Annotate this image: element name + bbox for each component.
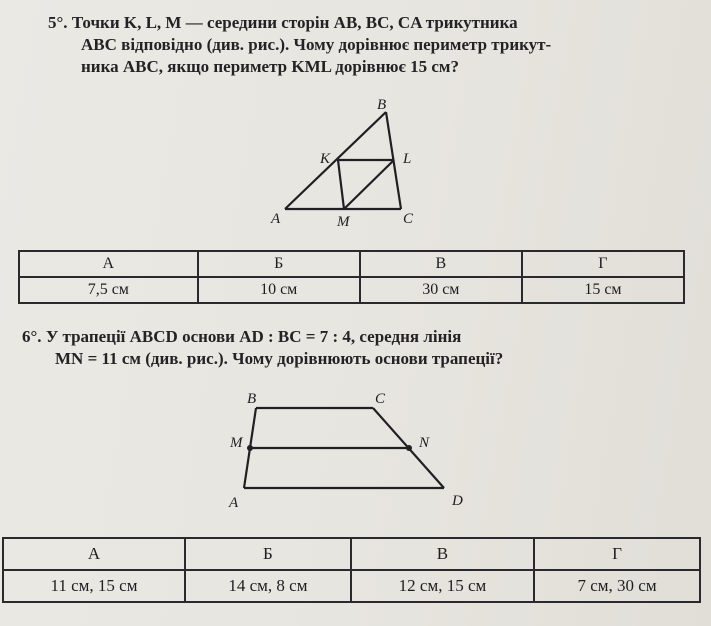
answer-g: 7 см, 30 см [534, 570, 700, 602]
problem-6-text [22, 326, 692, 370]
header-g: Г [522, 251, 684, 277]
problem-6-answer-table [2, 537, 701, 603]
label-b: B [377, 97, 387, 113]
problem-5-answer-table [18, 250, 685, 304]
label-a: A [229, 495, 239, 511]
segment-ml [344, 160, 394, 209]
problem-6-number: 6°. [22, 327, 42, 346]
answer-a: 7,5 см [19, 277, 198, 303]
problem-5-number: 5°. [48, 13, 68, 32]
answer-header-row [19, 251, 684, 277]
label-a: A [271, 211, 281, 227]
label-n: N [419, 435, 430, 451]
label-c: C [403, 211, 414, 227]
answer-v: 12 см, 15 см [351, 570, 534, 602]
header-v: В [351, 538, 534, 570]
header-v: В [360, 251, 522, 277]
header-a: А [3, 538, 185, 570]
answer-b: 10 см [198, 277, 360, 303]
header-g: Г [534, 538, 700, 570]
problem-6-line-1: У трапеції ABCD основи AD : BC = 7 : 4, середня лінія [45, 327, 462, 346]
point-n [406, 445, 412, 451]
label-k: K [320, 151, 331, 167]
problem-5-line-3: ника ABC, якщо периметр KML дорівнює 15 см? [81, 57, 459, 76]
answer-value-row [19, 277, 684, 303]
label-d: D [452, 493, 463, 509]
answer-value-row [3, 570, 700, 602]
label-c: C [375, 391, 386, 407]
label-b: B [247, 391, 257, 407]
header-a: А [19, 251, 198, 277]
answer-g: 15 см [522, 277, 684, 303]
problem-5-text [48, 12, 678, 78]
problem-6-line-2: MN = 11 см (див. рис.). Чому дорівнюють основи трапеції? [55, 349, 504, 368]
point-m [247, 445, 253, 451]
header-b: Б [198, 251, 360, 277]
answer-a: 11 см, 15 см [3, 570, 185, 602]
label-m: M [337, 214, 350, 230]
label-l: L [403, 151, 412, 167]
problem-5-line-2: ABC відповідно (див. рис.). Чому дорівнює периметр трикут- [81, 35, 552, 54]
answer-header-row [3, 538, 700, 570]
problem-5-line-1: Точки K, L, M — середини сторін AB, BC, CA трикутника [71, 13, 518, 32]
answer-b: 14 см, 8 см [185, 570, 351, 602]
header-b: Б [185, 538, 351, 570]
segment-km [338, 160, 344, 209]
triangle-figure [260, 92, 440, 232]
label-m: M [230, 435, 243, 451]
answer-v: 30 см [360, 277, 522, 303]
trapezoid-figure [220, 385, 480, 520]
